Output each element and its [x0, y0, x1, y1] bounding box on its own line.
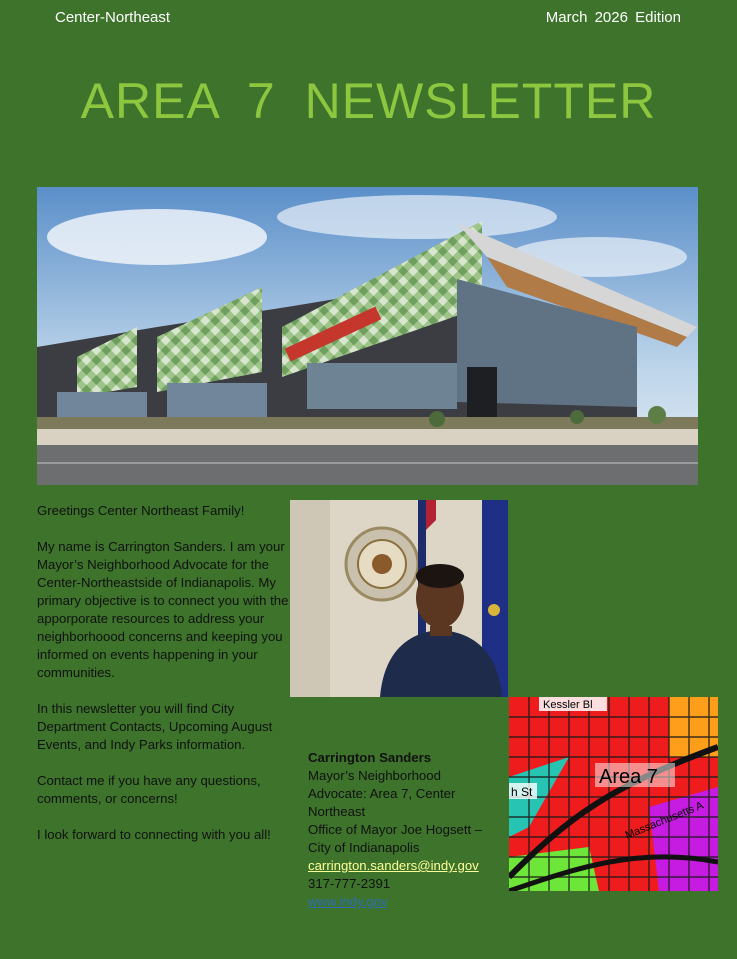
- letter-paragraph: My name is Carrington Sanders. I am your Mayor’s Neighborhood Advocate for the Center-Northeastside of Indianapolis. My primary objective is to connect you with the apporporate resources to address your neighborhoood concerns and keeping you informed on events happening in your communities.: [37, 539, 289, 680]
- area-name: Center-Northeast: [55, 9, 171, 26]
- letter-greeting: Greetings Center Northeast Family!: [37, 503, 245, 518]
- map-label-street: h St: [511, 785, 533, 799]
- newsletter-title: AREA 7 NEWSLETTER: [80, 73, 657, 129]
- contact-phone: 317-777-2391: [308, 876, 391, 891]
- letter-paragraph: I look forward to connecting with you all!: [37, 827, 271, 842]
- map-label-kessler: Kessler Bl: [543, 699, 593, 711]
- contact-role: Mayor’s Neighborhood Advocate: Area 7, Center Northeast: [308, 768, 456, 819]
- map-label-massachusetts: Massachusetts A: [623, 799, 706, 842]
- letter-paragraph: Contact me if you have any questions, comments, or concerns!: [37, 773, 261, 806]
- letter-paragraph: In this newsletter you will find City Department Contacts, Upcoming August Events, and Indy Parks information.: [37, 701, 273, 752]
- map-label-area: Area 7: [599, 766, 658, 788]
- letter-body: [37, 502, 289, 862]
- contact-office: Office of Mayor Joe Hogsett – City of Indianapolis: [308, 822, 483, 855]
- website-link[interactable]: www.indy.gov: [308, 894, 388, 909]
- advocate-portrait: [290, 500, 508, 697]
- edition-date: March 2026 Edition: [545, 9, 681, 26]
- contact-email-link[interactable]: carrington.sanders@indy.gov: [308, 858, 479, 873]
- library-building-photo: [37, 187, 698, 485]
- area-7-map: [509, 697, 718, 891]
- contact-name: Carrington Sanders: [308, 750, 432, 765]
- contact-card: [308, 749, 498, 911]
